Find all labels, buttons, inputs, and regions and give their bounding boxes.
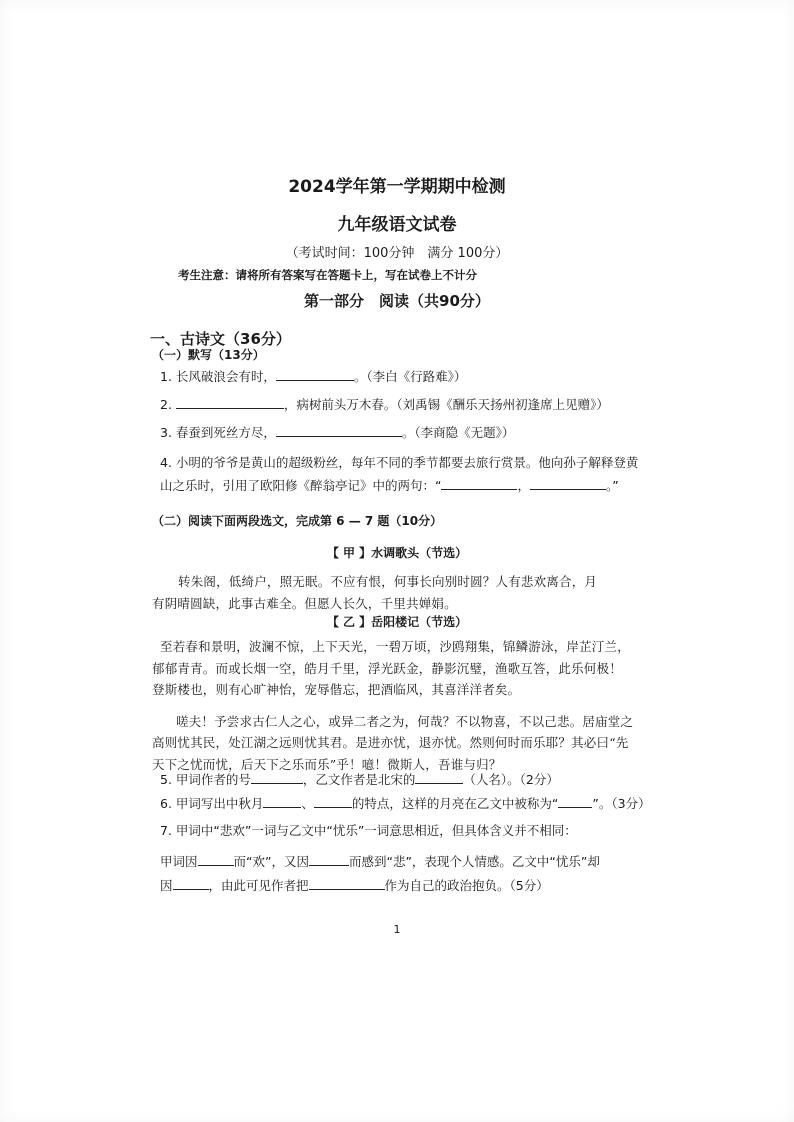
question-4-comma: ，: [517, 478, 530, 493]
question-7-part-a: 甲词因: [160, 854, 198, 869]
part-title: 第一部分 阅读（共90分）: [304, 292, 490, 310]
exam-notice: 考生注意：请将所有答案写在答题卡上，写在试卷上不计分: [178, 268, 477, 282]
passage-b-line-2: 郁郁青青。而或长烟一空，皓月千里，浮光跃金，静影沉璧，渔歌互答，此乐何极！: [152, 661, 622, 676]
question-7-part-e: ，由此可见作者把: [208, 878, 309, 893]
question-3-source: 。（李商隐《无题》）: [401, 425, 515, 440]
answer-blank: [251, 771, 303, 784]
question-7-line-1: 7. 甲词中“悲欢”一词与乙文中“忧乐”一词意思相近，但具体含义并不相同：: [160, 823, 577, 838]
answer-blank: [198, 853, 234, 866]
passage-b-line-1: 至若春和景明，波澜不惊，上下天光，一碧万顷，沙鸥翔集，锦鳞游泳，岸芷汀兰，: [160, 639, 630, 654]
answer-blank: [263, 795, 301, 808]
question-5-part-b: ，乙文作者是北宋的: [302, 772, 416, 787]
answer-blank: [441, 477, 517, 490]
question-7-line-2: [160, 852, 600, 870]
question-6-part-b: 、: [301, 796, 314, 811]
answer-blank: [176, 396, 284, 409]
question-5-part-a: 5. 甲词作者的号: [160, 772, 251, 787]
question-3: [160, 423, 514, 441]
question-1-source: 。（李白《行路难》）: [353, 369, 467, 384]
answer-blank: [558, 795, 592, 808]
answer-blank: [173, 877, 209, 890]
subsection-reading-title: （二）阅读下面两段选文，完成第 6 — 7 题（10分）: [152, 514, 443, 528]
passage-b-title: 【 乙 】岳阳楼记（节选）: [326, 615, 468, 629]
question-7-part-c: 而感到“悲”，表现个人情感。乙文中“忧乐”却: [348, 854, 600, 869]
passage-b-line-5: 高则忧其民，处江湖之远则忧其君。是进亦忧，退亦忧。然则何时而乐耶？其必曰“先: [152, 735, 629, 750]
section-title: 一、古诗文（36分）: [150, 330, 291, 348]
answer-blank: [309, 853, 349, 866]
passage-b-line-3: 登斯楼也，则有心旷神怡，宠辱偕忘，把酒临风，其喜洋洋者矣。: [152, 682, 521, 697]
answer-blank: [415, 771, 463, 784]
passage-a-line-1: 转朱阁，低绮户，照无眠。不应有恨，何事长向别时圆？人有悲欢离合，月: [178, 574, 598, 589]
question-4-line-2: [160, 476, 619, 494]
question-2-number: 2.: [160, 397, 176, 412]
question-3-prompt: 3. 春蚕到死丝方尽，: [160, 425, 276, 440]
question-1: [160, 367, 466, 385]
answer-blank: [309, 877, 385, 890]
question-1-prompt: 1. 长风破浪会有时，: [160, 369, 276, 384]
question-4-prompt: 山之乐时，引用了欧阳修《醉翁亭记》中的两句：“: [160, 478, 442, 493]
question-5-part-c: （人名）。（2分）: [463, 772, 559, 787]
answer-blank: [530, 477, 606, 490]
answer-blank: [276, 368, 354, 381]
passage-a-title: 【 甲 】水调歌头（节选）: [326, 546, 468, 560]
question-6-part-c: 的特点，这样的月亮在乙文中被称为“: [351, 796, 559, 811]
question-4-close: 。”: [606, 478, 619, 493]
page-number: 1: [393, 923, 401, 936]
question-7-part-d: 因: [160, 878, 173, 893]
exam-subtitle: 九年级语文试卷: [337, 215, 457, 235]
passage-b-line-6: 天下之忧而忧，后天下之乐而乐”乎！噫！微斯人，吾谁与归？: [152, 757, 502, 772]
question-7-part-f: 作为自己的政治抱负。（5分）: [384, 878, 549, 893]
question-5: [160, 770, 559, 788]
question-6-part-d: ”。（3分）: [592, 796, 651, 811]
exam-info: （考试时间：100分钟 满分 100分）: [285, 246, 509, 261]
passage-a-line-2: 有阴晴圆缺，此事古难全。但愿人长久，千里共婵娟。: [152, 596, 457, 611]
question-6: [160, 794, 651, 812]
subsection-dictation-title: （一）默写（13分）: [152, 348, 265, 362]
exam-title: 2024学年第一学期期中检测: [288, 177, 506, 197]
answer-blank: [276, 424, 402, 437]
answer-blank: [314, 795, 352, 808]
question-7-line-3: [160, 876, 549, 894]
question-4-line-1: 4. 小明的爷爷是黄山的超级粉丝，每年不同的季节都要去旅行赏景。他向孙子解释登黄: [160, 455, 639, 470]
question-2-source: ，病树前头万木春。（刘禹锡《酬乐天扬州初逢席上见赠》）: [283, 397, 609, 412]
question-6-part-a: 6. 甲词写出中秋月: [160, 796, 264, 811]
passage-b-line-4: 嗟夫！予尝求古仁人之心，或异二者之为，何哉？不以物喜，不以己悲。居庙堂之: [176, 714, 634, 729]
question-7-part-b: 而“欢”，又因: [233, 854, 309, 869]
question-2: [160, 395, 609, 413]
